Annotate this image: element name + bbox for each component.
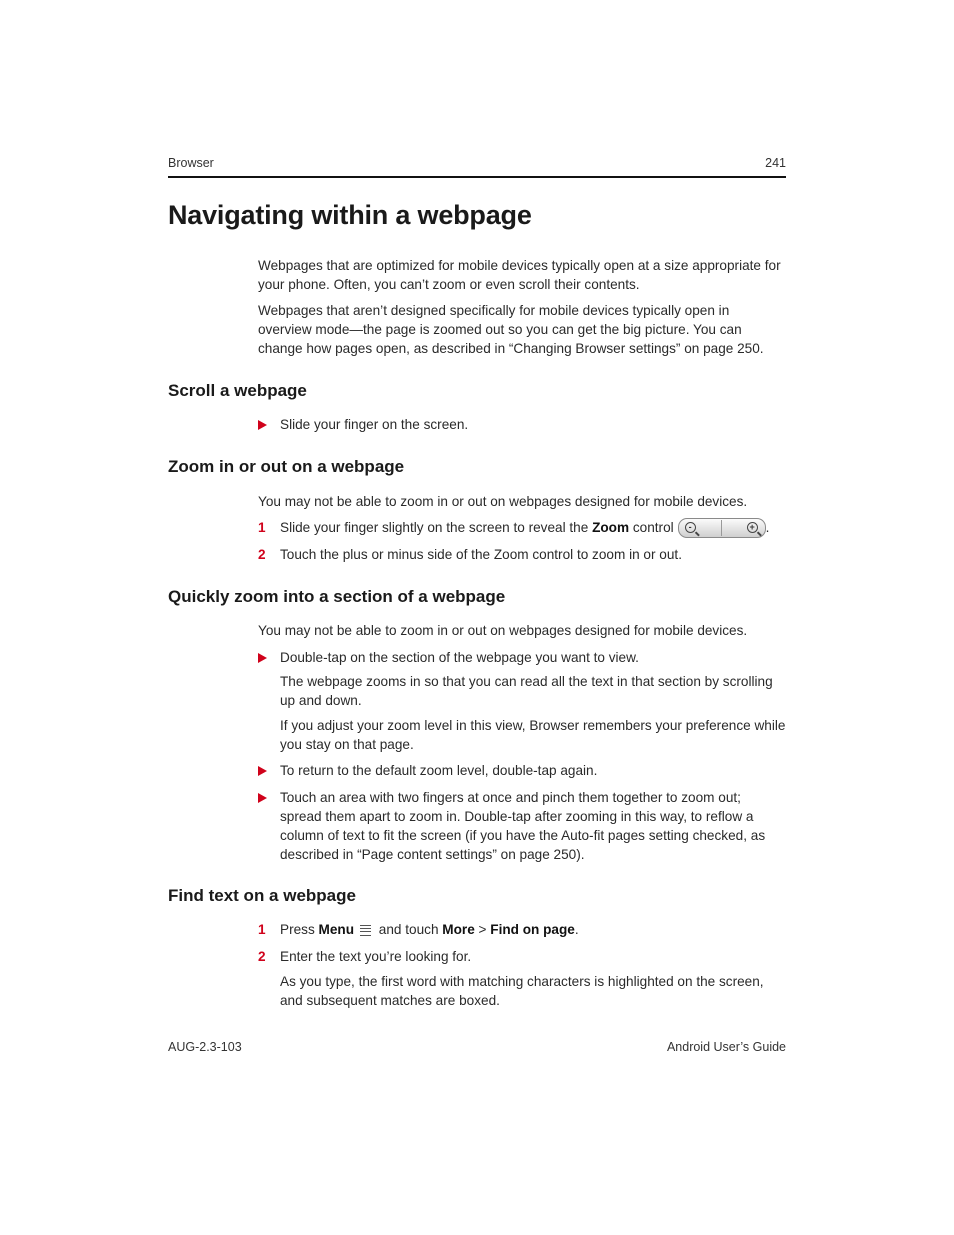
heading-scroll: Scroll a webpage bbox=[168, 381, 307, 400]
intro-paragraph-1: Webpages that are optimized for mobile devices typically open at a size appropriate for your phone. Often, you can’t zoom or even scroll their contents. bbox=[258, 258, 781, 292]
step-number: 2 bbox=[258, 949, 266, 964]
zoom-note: You may not be able to zoom in or out on webpages designed for mobile devices. bbox=[258, 494, 748, 509]
menu-icon bbox=[360, 925, 371, 936]
quick-paragraph-1: The webpage zooms in so that you can read all the text in that section by scrolling up and down. bbox=[280, 674, 773, 708]
step-number: 1 bbox=[258, 520, 266, 535]
heading-find: Find text on a webpage bbox=[168, 886, 356, 905]
heading-quick-zoom: Quickly zoom into a section of a webpage bbox=[168, 587, 506, 606]
step-text-part: and touch bbox=[375, 922, 443, 937]
header-section: Browser bbox=[168, 156, 214, 170]
bullet-arrow-icon bbox=[258, 793, 267, 803]
step-text-part: Slide your finger slightly on the screen to reveal the bbox=[280, 520, 593, 535]
zoom-bold: Zoom bbox=[592, 520, 630, 535]
find-on-page-bold: Find on page bbox=[490, 922, 575, 937]
step-text-part: Press bbox=[280, 922, 319, 937]
heading-zoom: Zoom in or out on a webpage bbox=[168, 457, 405, 476]
page-title: Navigating within a webpage bbox=[168, 200, 532, 230]
step-text-part: . bbox=[765, 520, 770, 535]
intro-paragraph-2: Webpages that aren’t designed specifically for mobile devices typically open in overview mode—the page is zoomed out so you can get the big picture. You can change how pages open, as described in “Changing Browser settings” on page 250. bbox=[258, 303, 764, 356]
menu-bold: Menu bbox=[318, 922, 355, 937]
zoom-out-icon: - bbox=[685, 522, 696, 533]
header-page-number: 241 bbox=[765, 156, 786, 170]
bullet-arrow-icon bbox=[258, 653, 267, 663]
quick-note: You may not be able to zoom in or out on webpages designed for mobile devices. bbox=[258, 623, 748, 638]
bullet-arrow-icon bbox=[258, 420, 267, 430]
bullet-text: Slide your finger on the screen. bbox=[280, 417, 469, 432]
footer-doc-id: AUG-2.3-103 bbox=[168, 1040, 242, 1054]
zoom-control-icon bbox=[678, 518, 766, 538]
step-number: 1 bbox=[258, 922, 266, 937]
step-text-part: > bbox=[474, 922, 491, 937]
step-text: Enter the text you’re looking for. bbox=[280, 949, 472, 964]
step-number: 2 bbox=[258, 547, 266, 562]
bullet-arrow-icon bbox=[258, 766, 267, 776]
bullet-text: Touch an area with two fingers at once and pinch them together to zoom out; spread them apart to zoom in. Double-tap after zooming in this way, to reflow a column of text to fit the screen (if you have the Auto-fit pages setting checked, as described in “Page content settings” on page 250). bbox=[280, 790, 766, 862]
step-text-part: control bbox=[629, 520, 674, 535]
zoom-divider bbox=[721, 520, 722, 536]
find-paragraph: As you type, the first word with matching characters is highlighted on the screen, and subsequent matches are boxed. bbox=[280, 974, 764, 1008]
footer-guide-title: Android User’s Guide bbox=[666, 1040, 786, 1054]
quick-paragraph-2: If you adjust your zoom level in this view, Browser remembers your preference while you stay on that page. bbox=[280, 718, 786, 752]
step-text: Touch the plus or minus side of the Zoom control to zoom in or out. bbox=[280, 547, 682, 562]
step-text-part: . bbox=[574, 922, 579, 937]
page-header bbox=[168, 154, 786, 178]
more-bold: More bbox=[442, 922, 475, 937]
zoom-in-icon: + bbox=[747, 522, 758, 533]
bullet-text: Double-tap on the section of the webpage you want to view. bbox=[280, 650, 639, 665]
step-text bbox=[280, 518, 786, 538]
step-text bbox=[280, 920, 786, 939]
bullet-text: To return to the default zoom level, double-tap again. bbox=[280, 763, 598, 778]
